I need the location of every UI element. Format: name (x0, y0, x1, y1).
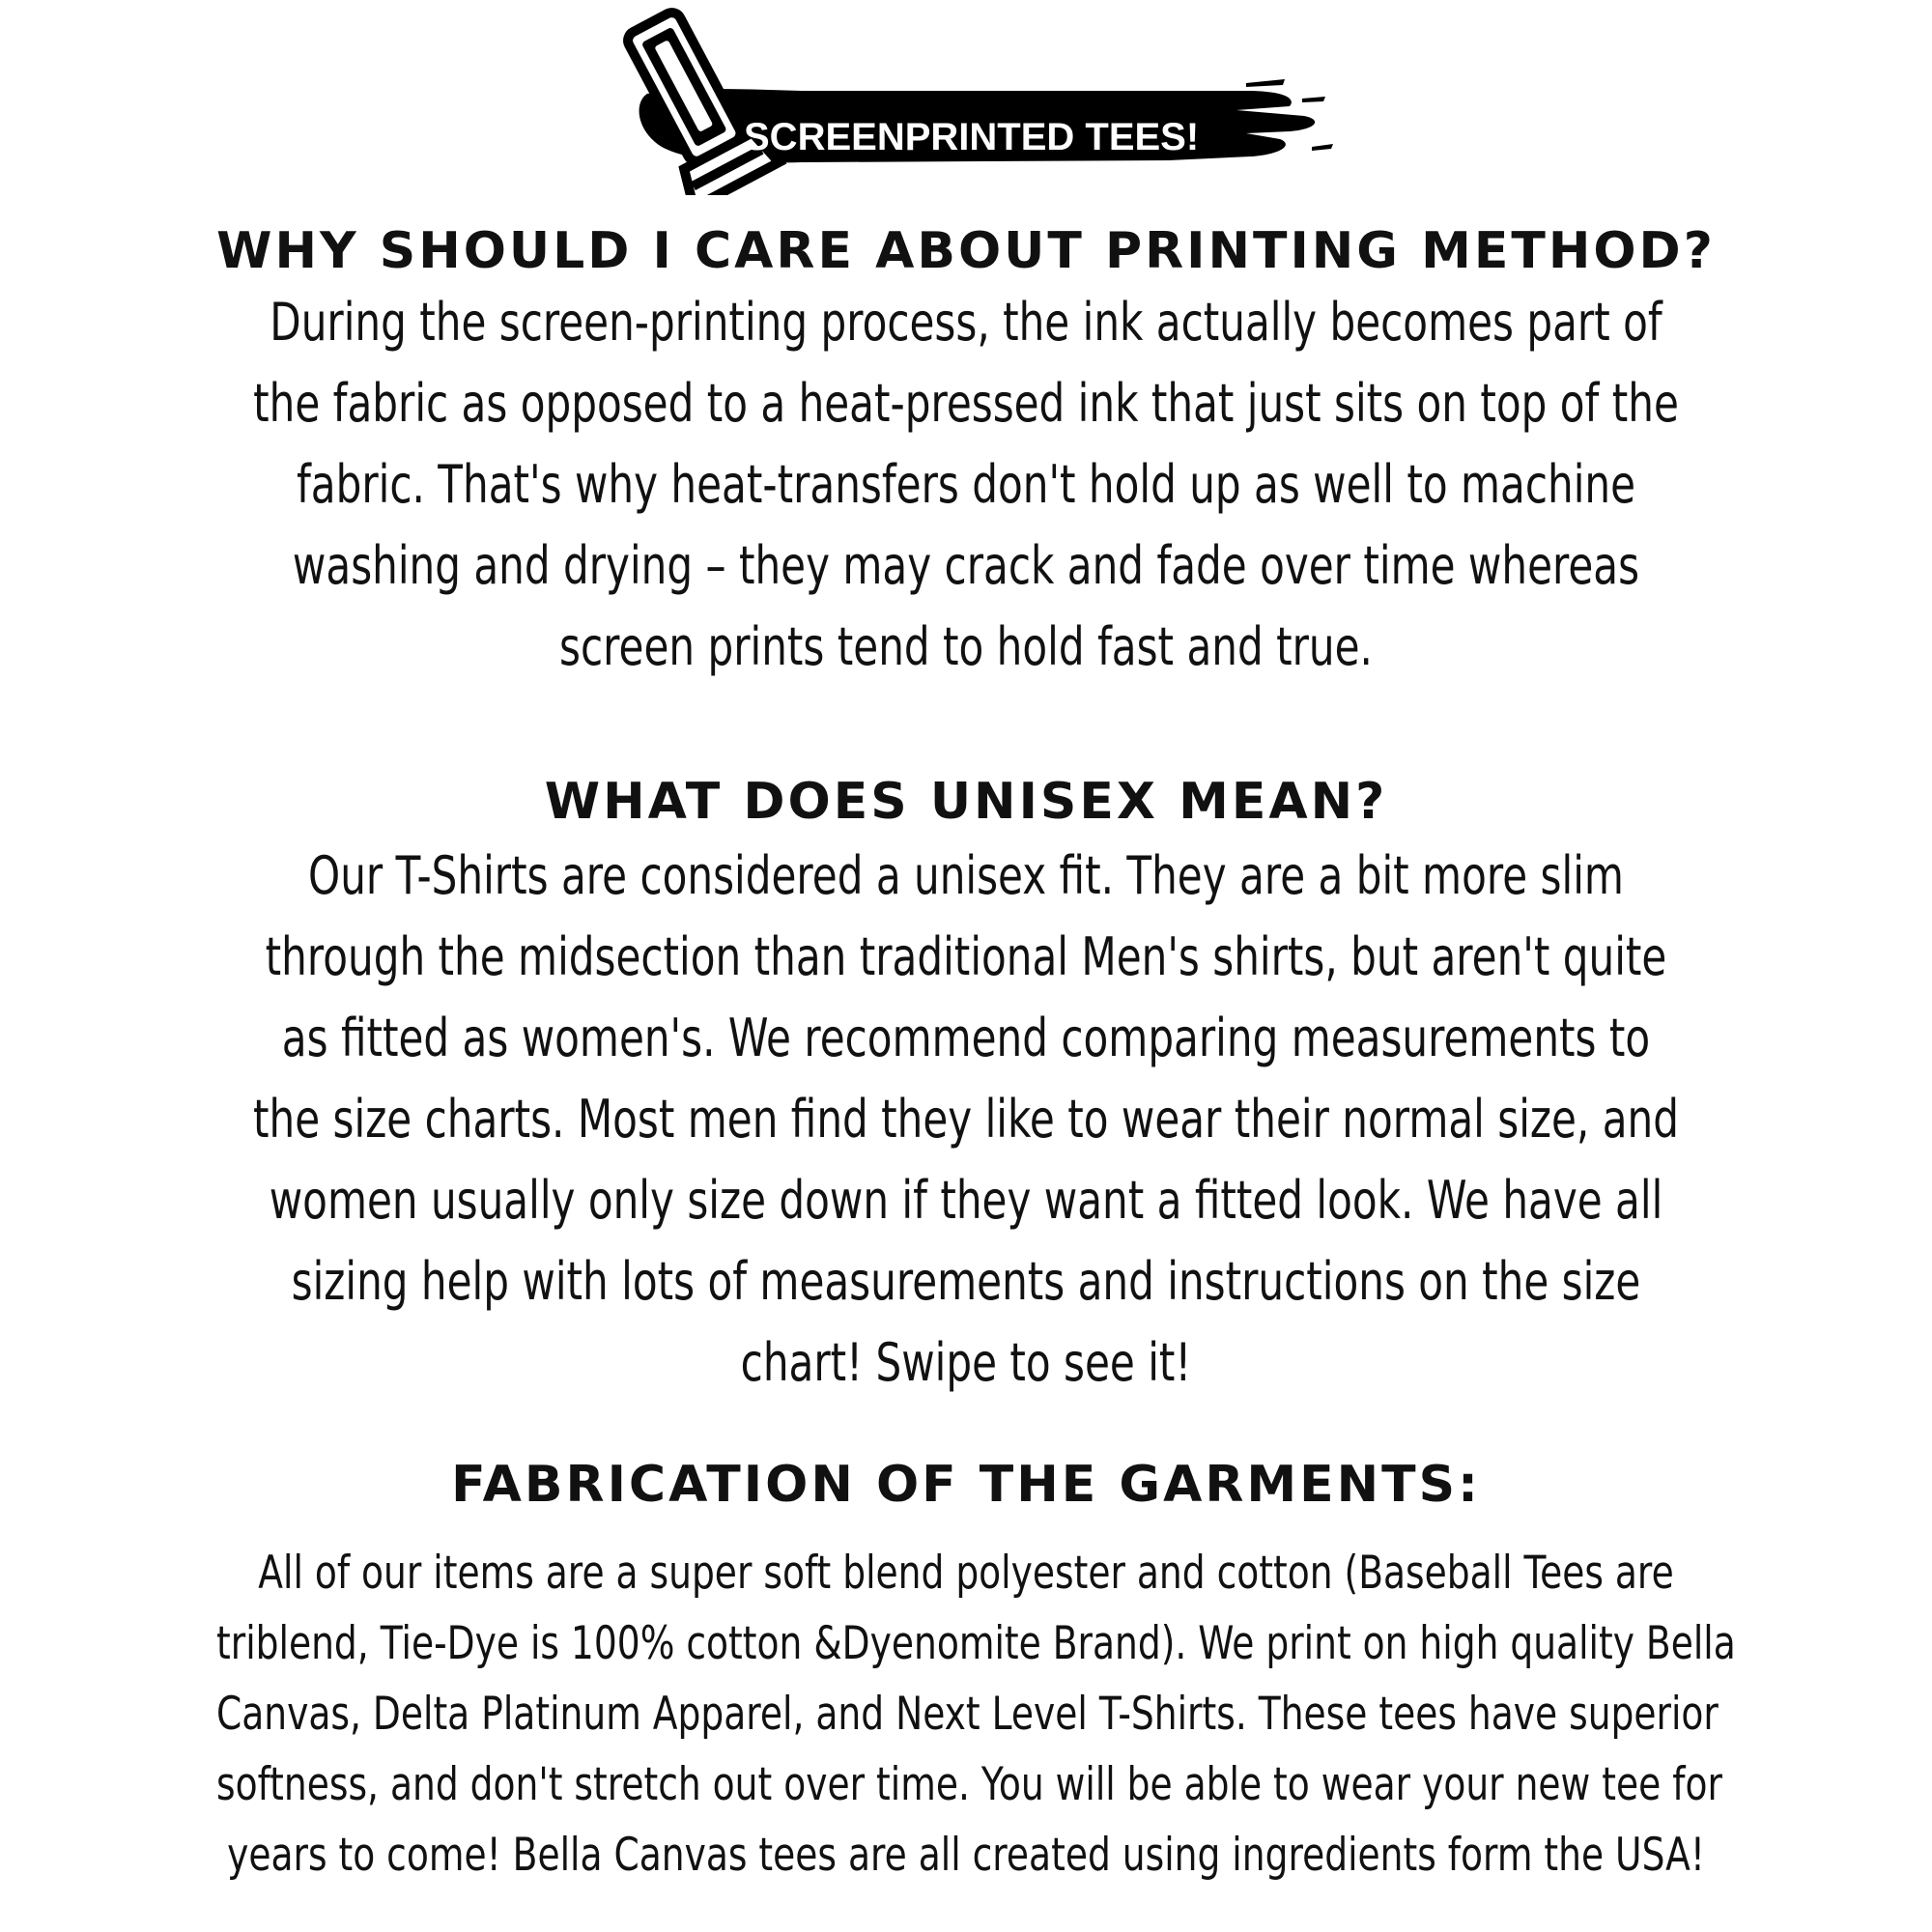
body-line: the fabric as opposed to a heat-pressed ink that just sits on top of the (253, 373, 1679, 434)
body-line: fabric. That's why heat-transfers don't hold up as well to machine (296, 454, 1636, 515)
body-line: softness, and don't stretch out over time. You will be able to wear your new tee for (216, 1758, 1722, 1811)
body-line: as fitted as women's. We recommend comparing measurements to (281, 1008, 1651, 1068)
banner-title: SCREENPRINTED TEES! (744, 116, 1200, 158)
body-line: triblend, Tie-Dye is 100% cotton &Dyenomite Brand). We print on high quality Bella (216, 1617, 1736, 1670)
section-body-fabrication (29, 1538, 1903, 1890)
body-line: washing and drying – they may crack and fade over time whereas (292, 535, 1640, 596)
section-body-unisex (29, 836, 1903, 1404)
body-line: the size charts. Most men find they like to wear their normal size, and (253, 1089, 1679, 1150)
body-line: women usually only size down if they want a fitted look. We have all (269, 1170, 1663, 1231)
section-heading-unisex: WHAT DOES UNISEX MEAN? (544, 773, 1388, 831)
squeegee-icon (570, 2, 1372, 195)
body-line: Our T-Shirts are considered a unisex fit. They are a bit more slim (308, 845, 1624, 906)
body-line: screen prints tend to hold fast and true. (559, 616, 1373, 677)
screenprint-logo (570, 2, 1372, 195)
body-line: All of our items are a super soft blend polyester and cotton (Baseball Tees are (258, 1547, 1674, 1600)
section-heading-printing-method: WHY SHOULD I CARE ABOUT PRINTING METHOD? (216, 222, 1716, 280)
body-line: chart! Swipe to see it! (740, 1332, 1192, 1393)
body-line: sizing help with lots of measurements and instructions on the size (291, 1251, 1641, 1312)
section-body-printing-method (29, 282, 1903, 688)
body-line: years to come! Bella Canvas tees are all created using ingredients form the USA! (227, 1829, 1705, 1882)
section-heading-fabrication: FABRICATION OF THE GARMENTS: (451, 1456, 1481, 1514)
body-line: through the midsection than traditional Men's shirts, but aren't quite (265, 926, 1667, 987)
body-line: Canvas, Delta Platinum Apparel, and Next Level T-Shirts. These tees have superior (216, 1688, 1719, 1741)
body-line: During the screen-printing process, the ink actually becomes part of (270, 292, 1662, 353)
